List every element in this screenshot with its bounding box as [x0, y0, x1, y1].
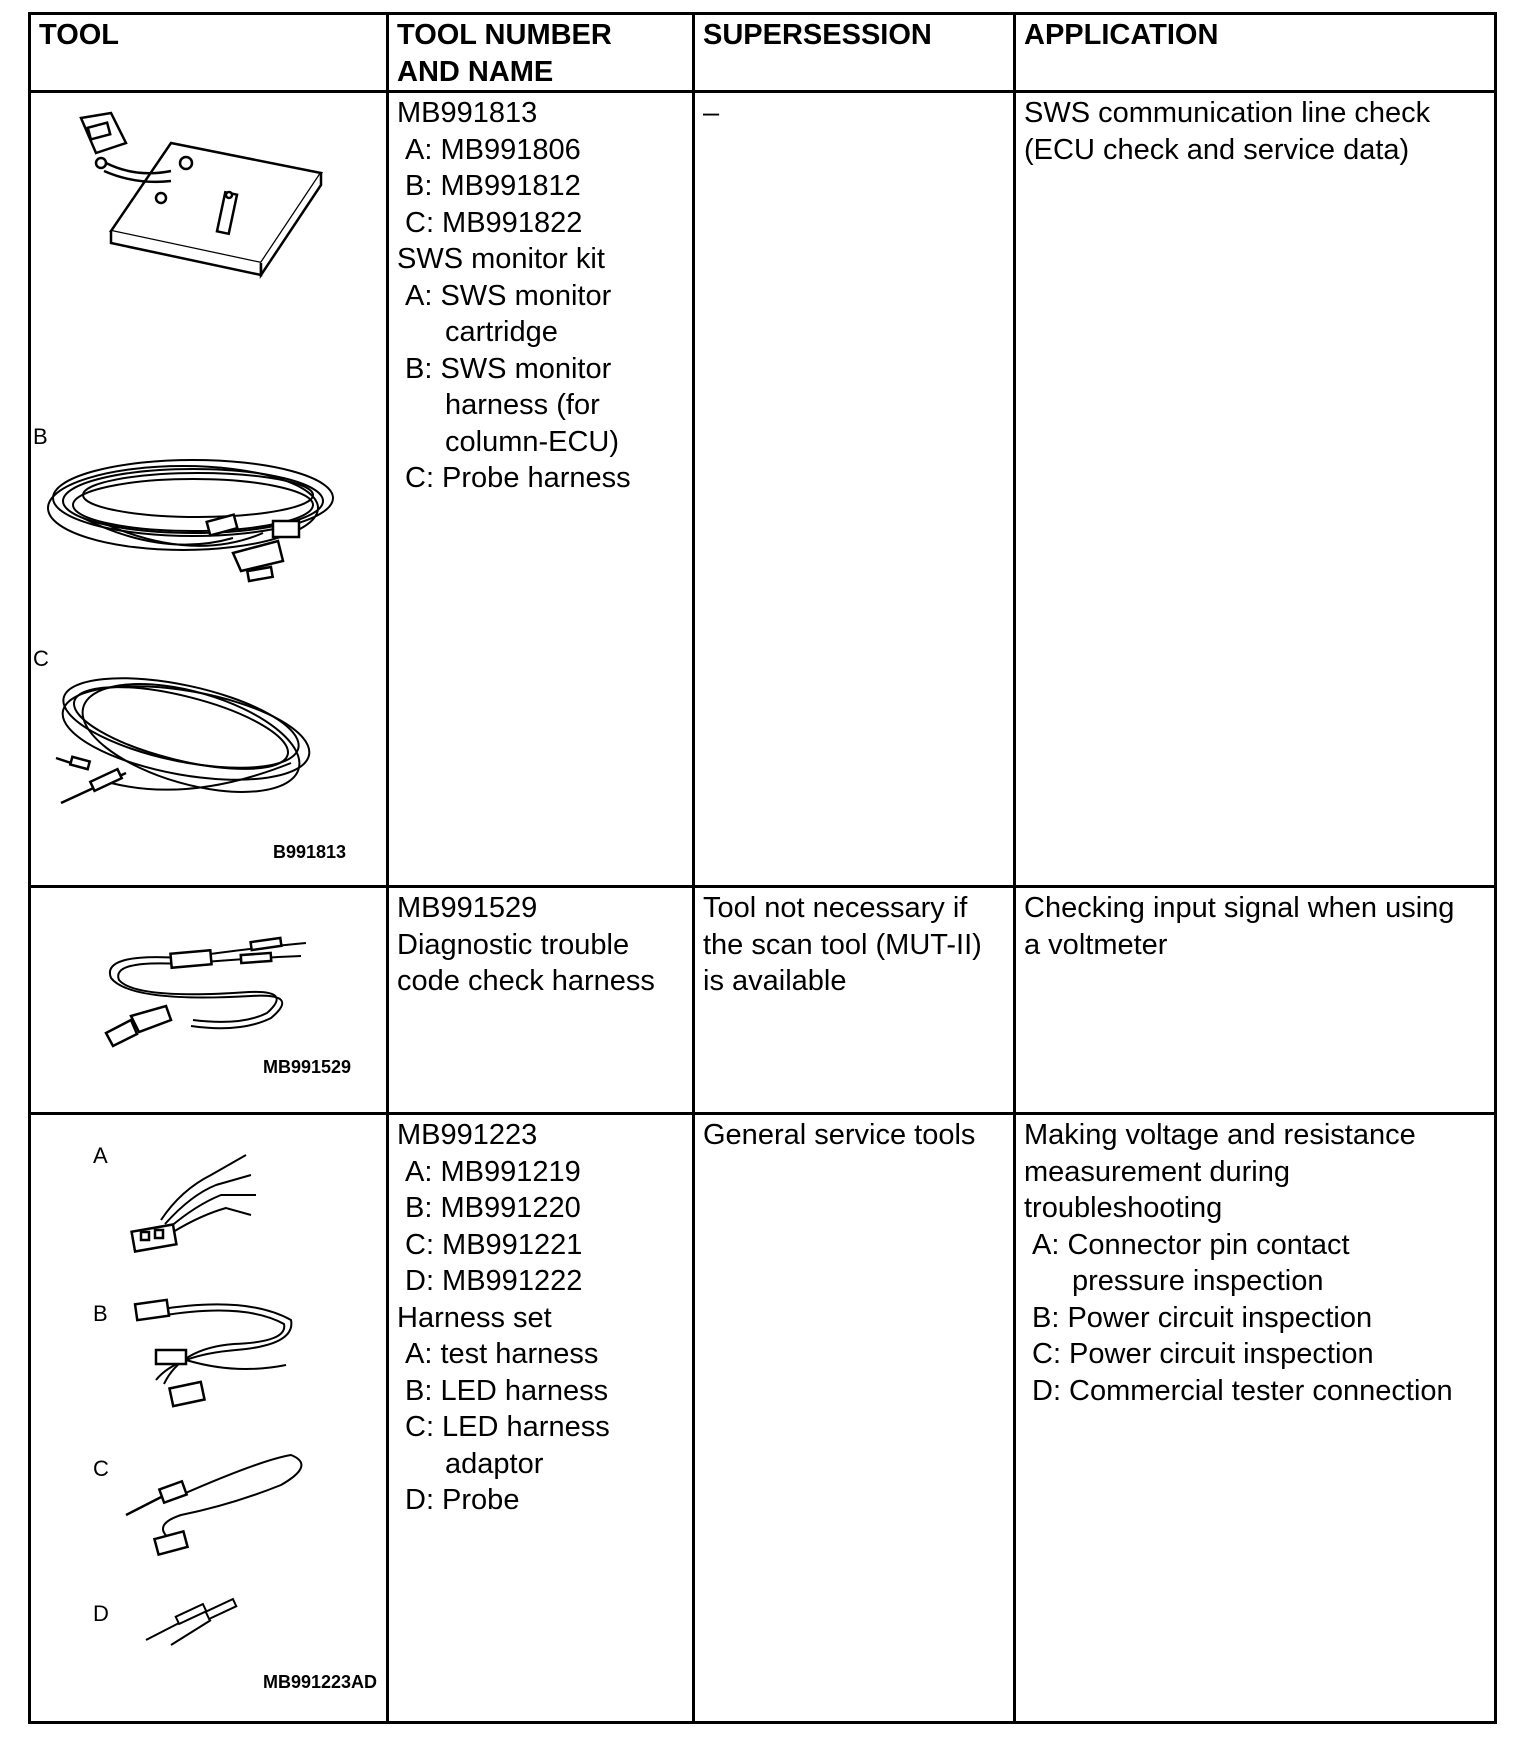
figure-letter-a: A: [93, 1143, 108, 1168]
header-row: [30, 14, 1496, 92]
figure-label: B991813: [273, 842, 347, 862]
led-harness-adaptor-illustration: [111, 1440, 311, 1570]
figure-letter-b: B: [93, 1301, 108, 1326]
table-row: [30, 92, 1496, 887]
probe-harness-illustration: [41, 663, 321, 843]
supersession-cell: Tool not necessary if the scan tool (MUT-II) is available: [694, 887, 1015, 1114]
figure-letter-d: D: [93, 1601, 109, 1626]
tool-illustration-cell: [30, 1114, 388, 1723]
special-tools-table: [28, 12, 1497, 1724]
application-cell: Making voltage and resistance measurement during troubleshooting A: Connector pin contact pressure inspection B: Power circuit inspection C: Power circuit inspection D: Commercial tester connection: [1015, 1114, 1496, 1723]
figure-letter-c: C: [93, 1456, 109, 1481]
figure-label: MB991529: [263, 1057, 352, 1077]
figure-letter-c: C: [33, 646, 49, 671]
tool-number-name-cell: MB991223 A: MB991219 B: MB991220 C: MB991221 D: MB991222 Harness set A: test harness B: LED harness C: LED harness adaptor D: Probe: [388, 1114, 694, 1723]
probe-illustration: [141, 1590, 261, 1650]
tool-number-name-cell: MB991529 Diagnostic trouble code check harness: [388, 887, 694, 1114]
header-tool: TOOL: [30, 14, 388, 92]
led-harness-illustration: [126, 1290, 306, 1420]
application-cell: Checking input signal when using a voltmeter: [1015, 887, 1496, 1114]
tool-illustration-cell: [30, 92, 388, 887]
figure-letter-b: B: [33, 424, 48, 449]
header-supersession: SUPERSESSION: [694, 14, 1015, 92]
table-row: [30, 887, 1496, 1114]
tool-illustration-cell: [30, 887, 388, 1114]
diagnostic-harness-illustration: [71, 908, 331, 1058]
supersession-cell: –: [694, 92, 1015, 887]
sws-monitor-harness-illustration: [43, 443, 353, 593]
header-tool-number-name: TOOL NUMBER AND NAME: [388, 14, 694, 92]
table-row: [30, 1114, 1496, 1723]
test-harness-illustration: [121, 1140, 271, 1260]
sws-monitor-cartridge-illustration: [61, 103, 361, 283]
figure-label: MB991223AD: [263, 1672, 378, 1692]
tool-number-name-cell: MB991813 A: MB991806 B: MB991812 C: MB991822 SWS monitor kit A: SWS monitor cartridge B: SWS monitor harness (for column-ECU) C: Probe harness: [388, 92, 694, 887]
supersession-cell: General service tools: [694, 1114, 1015, 1723]
header-application: APPLICATION: [1015, 14, 1496, 92]
application-cell: SWS communication line check (ECU check and service data): [1015, 92, 1496, 887]
